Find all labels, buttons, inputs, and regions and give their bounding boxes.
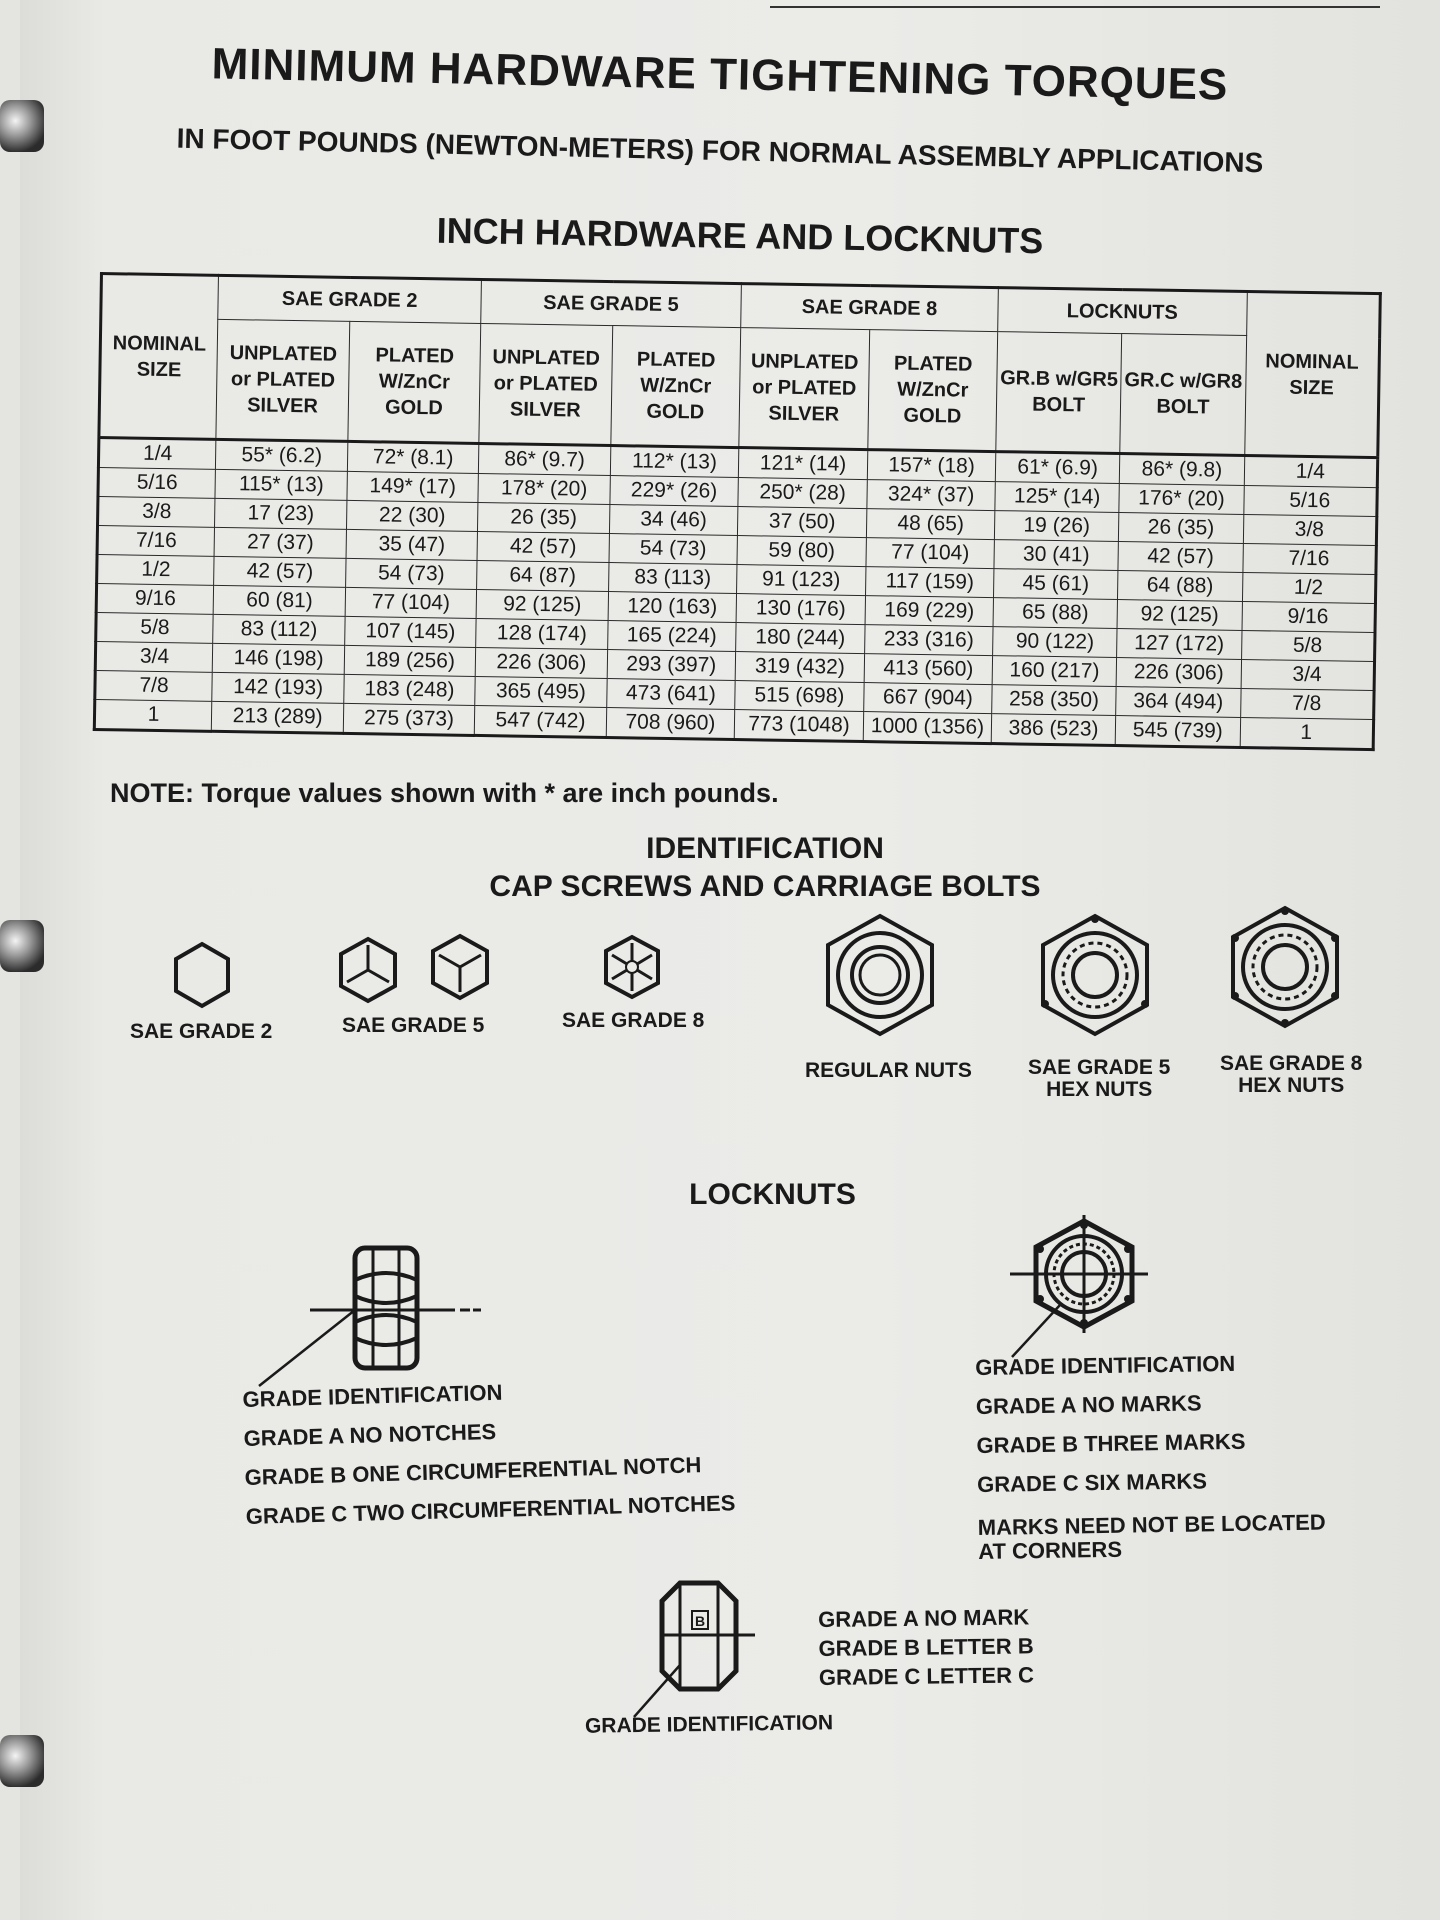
notch-grade-line: GRADE B ONE CIRCUMFERENTIAL NOTCH <box>244 1452 702 1490</box>
nominal-size-cell: 1/2 <box>1242 572 1376 603</box>
marks-grade-line: GRADE B THREE MARKS <box>976 1428 1246 1458</box>
letter-grade-line: GRADE C LETTER C <box>818 1662 1035 1690</box>
top-rule <box>770 6 1380 8</box>
torque-cell: 30 (41) <box>994 540 1119 571</box>
letter-grade-identification-label: GRADE IDENTIFICATION <box>584 1711 834 1738</box>
torque-cell: 64 (88) <box>1118 571 1243 602</box>
torque-cell: 213 (289) <box>211 701 344 733</box>
group-header: SAE GRADE 8 <box>741 284 999 332</box>
notch-grade-list <box>242 1366 736 1536</box>
marks-note-line: MARKS NEED NOT BE LOCATED <box>977 1509 1326 1540</box>
notch-grade-line: GRADE A NO NOTCHES <box>243 1418 497 1451</box>
torque-cell: 176* (20) <box>1119 484 1244 515</box>
sae-grade-8-label: SAE GRADE 8 <box>562 1009 705 1032</box>
torque-cell: 83 (112) <box>213 614 346 645</box>
torque-table <box>93 272 1382 751</box>
torque-cell: 17 (23) <box>215 498 348 529</box>
table-body <box>94 438 1377 750</box>
sae-grade-5-hex-nuts-label <box>1028 1057 1170 1101</box>
sae-grade-5-hex-nut-icon <box>1035 910 1155 1040</box>
notch-locknut-diagram <box>255 1240 485 1390</box>
torque-cell: 92 (125) <box>476 589 609 620</box>
torque-cell: 27 (37) <box>214 527 347 558</box>
torque-cell: 165 (224) <box>608 621 736 652</box>
nominal-size-cell: 5/16 <box>98 467 216 498</box>
column-header: PLATED W/ZnCr GOLD <box>868 330 998 452</box>
note-text: NOTE: Torque values shown with * are inch pounds. <box>110 778 779 808</box>
torque-cell: 128 (174) <box>476 618 609 649</box>
group-header: SAE GRADE 2 <box>218 275 481 323</box>
sae-grade-5-label: SAE GRADE 5 <box>342 1014 485 1037</box>
torque-cell: 515 (698) <box>735 681 865 712</box>
sae-grade-8-icon <box>600 933 664 1001</box>
torque-cell: 226 (306) <box>475 647 608 678</box>
torque-cell: 61* (6.9) <box>995 452 1120 484</box>
torque-cell: 77 (104) <box>866 538 994 569</box>
torque-cell: 250* (28) <box>738 478 868 509</box>
torque-cell: 146 (198) <box>212 643 345 674</box>
torque-cell: 169 (229) <box>865 596 993 627</box>
table-title: INCH HARDWARE AND LOCKNUTS <box>436 209 1044 262</box>
sae-grade-8-hex-nuts-label-line2: HEX NUTS <box>1238 1074 1345 1097</box>
torque-cell: 667 (904) <box>864 683 992 714</box>
torque-cell: 160 (217) <box>992 656 1117 687</box>
torque-cell: 130 (176) <box>736 594 866 625</box>
torque-cell: 180 (244) <box>736 623 866 654</box>
binder-ring-bottom <box>0 1735 44 1787</box>
torque-cell: 26 (35) <box>477 502 610 533</box>
torque-cell: 34 (46) <box>609 505 737 536</box>
nominal-size-cell: 7/8 <box>95 670 213 701</box>
nominal-size-header-right: NOMINAL SIZE <box>1244 292 1380 458</box>
torque-cell: 59 (80) <box>737 536 867 567</box>
page-subtitle: IN FOOT POUNDS (NEWTON-METERS) FOR NORMAL ASSEMBLY APPLICATIONS <box>176 122 1264 179</box>
torque-cell: 545 (739) <box>1115 716 1240 748</box>
sae-grade-2-icon <box>170 940 234 1010</box>
nominal-size-cell: 1/4 <box>98 438 216 470</box>
sae-grade-8-hex-nuts-label <box>1220 1053 1362 1097</box>
column-header-row <box>99 318 1380 458</box>
torque-cell: 142 (193) <box>212 672 345 703</box>
nominal-size-cell: 7/16 <box>97 525 215 556</box>
sae-grade-2-label: SAE GRADE 2 <box>130 1020 273 1043</box>
torque-cell: 189 (256) <box>344 645 475 676</box>
column-header: PLATED W/ZnCr GOLD <box>611 326 741 448</box>
torque-cell: 149* (17) <box>347 471 478 502</box>
nominal-size-cell: 3/4 <box>1241 659 1375 690</box>
torque-cell: 60 (81) <box>213 585 346 616</box>
torque-cell: 275 (373) <box>343 703 474 735</box>
nominal-size-cell: 1 <box>94 699 212 731</box>
torque-cell: 91 (123) <box>736 565 866 596</box>
torque-cell: 90 (122) <box>993 627 1118 658</box>
torque-cell: 293 (397) <box>607 650 735 681</box>
marks-grade-line: GRADE C SIX MARKS <box>976 1468 1208 1497</box>
torque-cell: 319 (432) <box>735 652 865 683</box>
torque-cell: 226 (306) <box>1116 658 1241 689</box>
torque-cell: 121* (14) <box>738 448 868 480</box>
letter-b-mark: B <box>694 1613 706 1629</box>
group-header: LOCKNUTS <box>998 288 1247 336</box>
torque-cell: 547 (742) <box>474 705 607 737</box>
marks-grade-line: GRADE IDENTIFICATION <box>975 1350 1236 1380</box>
column-header: PLATED W/ZnCr GOLD <box>348 321 481 443</box>
torque-cell: 45 (61) <box>993 569 1118 600</box>
torque-cell: 229* (26) <box>610 476 738 507</box>
torque-cell: 708 (960) <box>606 708 734 740</box>
torque-cell: 54 (73) <box>609 534 737 565</box>
column-header: GR.B w/GR5 BOLT <box>996 332 1122 454</box>
nominal-size-cell: 3/8 <box>1243 514 1377 545</box>
torque-cell: 42 (57) <box>477 531 610 562</box>
torque-cell: 77 (104) <box>345 587 476 618</box>
page-title: MINIMUM HARDWARE TIGHTENING TORQUES <box>211 39 1229 110</box>
torque-cell: 37 (50) <box>737 507 867 538</box>
torque-cell: 35 (47) <box>346 529 477 560</box>
torque-cell: 48 (65) <box>867 509 995 540</box>
nominal-size-cell: 3/4 <box>95 641 213 672</box>
sae-grade-8-hex-nuts-label-line1: SAE GRADE 8 <box>1220 1052 1363 1075</box>
identification-title-line1: IDENTIFICATION <box>646 832 884 865</box>
torque-cell: 112* (13) <box>610 446 738 478</box>
notch-grade-line: GRADE C TWO CIRCUMFERENTIAL NOTCHES <box>245 1490 736 1529</box>
torque-cell: 72* (8.1) <box>348 441 479 473</box>
nominal-size-cell: 5/16 <box>1243 485 1377 516</box>
torque-cell: 107 (145) <box>345 616 476 647</box>
regular-nut-icon <box>820 910 940 1040</box>
sae-grade-5-hex-nuts-label-line1: SAE GRADE 5 <box>1028 1056 1171 1079</box>
torque-cell: 83 (113) <box>609 563 737 594</box>
torque-cell: 22 (30) <box>347 500 478 531</box>
torque-cell: 19 (26) <box>994 511 1119 542</box>
torque-cell: 183 (248) <box>344 674 475 705</box>
torque-cell: 773 (1048) <box>734 710 864 742</box>
torque-cell: 65 (88) <box>993 598 1118 629</box>
column-header: GR.C w/GR8 BOLT <box>1120 334 1246 456</box>
regular-nuts-label: REGULAR NUTS <box>805 1059 972 1082</box>
torque-cell: 117 (159) <box>866 567 994 598</box>
nominal-size-cell: 7/16 <box>1242 543 1376 574</box>
nominal-size-cell: 1/4 <box>1244 455 1378 487</box>
torque-cell: 86* (9.8) <box>1120 454 1245 486</box>
torque-cell: 64 (87) <box>476 560 609 591</box>
nominal-size-cell: 9/16 <box>96 583 214 614</box>
torque-cell: 54 (73) <box>346 558 477 589</box>
torque-cell: 120 (163) <box>608 592 736 623</box>
torque-cell: 413 (560) <box>864 654 992 685</box>
torque-cell: 365 (495) <box>475 676 608 707</box>
nominal-size-cell: 7/8 <box>1240 688 1374 719</box>
torque-table-wrapper <box>93 272 1382 751</box>
sae-grade-5-hex-nuts-label-line2: HEX NUTS <box>1046 1078 1153 1101</box>
torque-cell: 1000 (1356) <box>863 712 991 744</box>
torque-cell: 233 (316) <box>865 625 993 656</box>
sae-grade-8-hex-nut-icon <box>1225 902 1345 1032</box>
nominal-size-cell: 3/8 <box>98 496 216 527</box>
marks-grade-line: GRADE A NO MARKS <box>975 1390 1202 1419</box>
sae-grade-5-icon-alt <box>427 932 493 1002</box>
torque-cell: 26 (35) <box>1119 513 1244 544</box>
letter-grade-line: GRADE A NO MARK <box>818 1604 1030 1632</box>
locknuts-title: LOCKNUTS <box>689 1178 856 1211</box>
column-header: UNPLATED or PLATED SILVER <box>216 319 350 441</box>
nominal-size-cell: 9/16 <box>1242 601 1376 632</box>
torque-cell: 364 (494) <box>1116 687 1241 718</box>
torque-cell: 55* (6.2) <box>216 439 349 471</box>
torque-cell: 86* (9.7) <box>478 443 611 475</box>
marks-locknut-diagram <box>1000 1215 1160 1360</box>
letter-grade-list <box>818 1602 1034 1692</box>
notch-grade-line: GRADE IDENTIFICATION <box>242 1379 503 1412</box>
identification-title <box>0 830 1440 906</box>
torque-cell: 127 (172) <box>1117 629 1242 660</box>
nominal-size-cell: 5/8 <box>1241 630 1375 661</box>
nominal-size-cell: 5/8 <box>96 612 214 643</box>
sae-grade-5-icon <box>335 935 401 1005</box>
column-header: UNPLATED or PLATED SILVER <box>739 328 870 450</box>
identification-title-line2: CAP SCREWS AND CARRIAGE BOLTS <box>489 870 1041 903</box>
torque-cell: 473 (641) <box>607 679 735 710</box>
torque-cell: 125* (14) <box>995 482 1120 513</box>
torque-cell: 178* (20) <box>478 473 611 504</box>
marks-grade-list <box>975 1343 1326 1564</box>
nominal-size-header-left: NOMINAL SIZE <box>99 274 219 440</box>
binder-ring-middle <box>0 920 44 972</box>
nominal-size-cell: 1/2 <box>97 554 215 585</box>
torque-cell: 42 (57) <box>214 556 347 587</box>
torque-cell: 324* (37) <box>867 480 995 511</box>
torque-cell: 42 (57) <box>1118 542 1243 573</box>
column-header: UNPLATED or PLATED SILVER <box>479 323 613 445</box>
letter-grade-line: GRADE B LETTER B <box>818 1633 1034 1661</box>
marks-note-line: AT CORNERS <box>978 1536 1123 1564</box>
torque-cell: 386 (523) <box>991 714 1116 746</box>
torque-cell: 258 (350) <box>992 685 1117 716</box>
nominal-size-cell: 1 <box>1240 717 1374 749</box>
torque-cell: 92 (125) <box>1117 600 1242 631</box>
torque-cell: 157* (18) <box>867 450 995 482</box>
group-header: SAE GRADE 5 <box>481 279 742 327</box>
letter-locknut-diagram <box>630 1575 760 1735</box>
torque-cell: 115* (13) <box>215 469 348 500</box>
